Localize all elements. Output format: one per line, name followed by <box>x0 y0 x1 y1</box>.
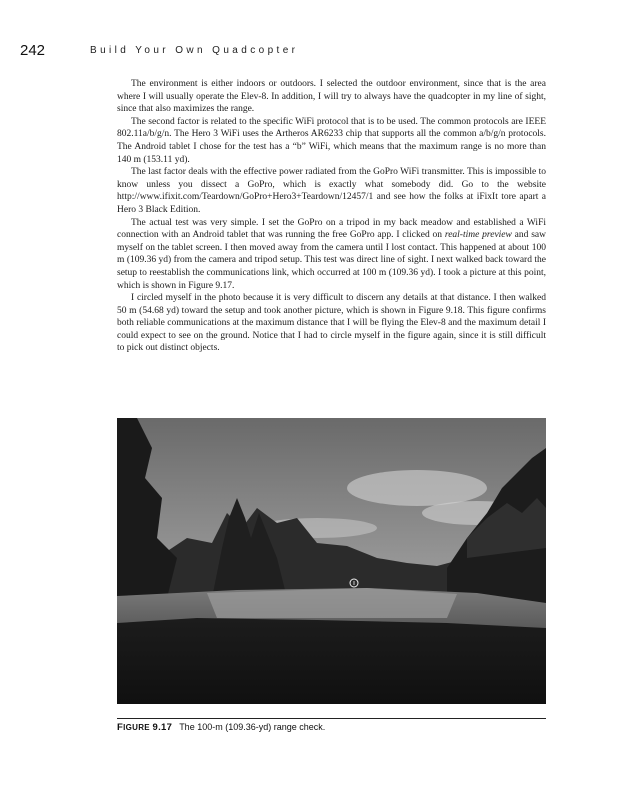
meadow-photo <box>117 418 546 704</box>
meadow-light <box>207 588 457 618</box>
paragraph-3: The last factor deals with the effective power radiated from the GoPro WiFi transmitter. This is impossible to know unless you dissect a GoPro, which is exactly what somebody did. Go to the website http://www.ifixit.com/Teardown/GoPro+Hero3+Teardown/12457/1 and see how the folks at iFixIt tore apart a Hero 3 Black Edition. <box>117 167 546 215</box>
paragraph-4 <box>117 217 546 293</box>
figure-caption-text: The 100-m (109.36-yd) range check. <box>179 722 326 732</box>
figure-label: FIGURE 9.17 <box>117 722 173 733</box>
running-head: Build Your Own Quadcopter <box>90 45 299 56</box>
cloud <box>347 470 487 506</box>
caption-rule <box>117 718 546 719</box>
paragraph-4-start: The actual test was very simple. I set the GoPro on a tripod in my back meadow and established a WiFi connection with an Android tablet that was running the free GoPro app. I clicked on <box>117 217 546 241</box>
paragraph-4-end: and saw myself on the tablet screen. I then moved away from the camera until I lost contact. This happened at about 100 m (109.36 yd) from the camera and tripod setup. This test was direct line of sight. I next walked back toward the setup to reestablish the communications link, which occurred at 100 m (109.36 yd). I took a picture at this point, which is shown in Figure 9.17. <box>117 230 546 291</box>
foreground-shadow <box>117 618 546 704</box>
figure-number: 9.17 <box>152 722 173 733</box>
paragraph-5: I circled myself in the photo because it is very difficult to discern any details at that distance. I then walked 50 m (54.68 yd) toward the setup and took another picture, which is shown in Figure 9.18. This figure confirms both reliable communications at the maximum distance that I will be flying the Elev-8 and the maximum detail I could expect to see on the ground. Notice that I had to circle myself in the figure again, since it is still difficult to pick out distinct objects. <box>117 293 546 354</box>
body-text <box>117 78 546 355</box>
page-number: 242 <box>20 42 46 59</box>
paragraph-1: The environment is either indoors or outdoors. I selected the outdoor environment, since that is the area where I will usually operate the Elev-8. In addition, I will try to always have the quadcopter in my line of sight, since that also maximizes the range. <box>117 79 546 115</box>
paragraph-4-emphasis: real-time preview <box>444 230 512 241</box>
figure-caption <box>117 722 325 733</box>
figure-photo <box>117 418 546 704</box>
paragraph-2: The second factor is related to the specific WiFi protocol that is to be used. The common protocols are IEEE 802.11a/b/g/n. The Hero 3 WiFi uses the Artheros AR6233 chip that supports all the common a/b/g/n protocols. The Android tablet I chose for the test has a “b” WiFi, which means that the maximum range is no more than 140 m (153.11 yd). <box>117 116 546 165</box>
